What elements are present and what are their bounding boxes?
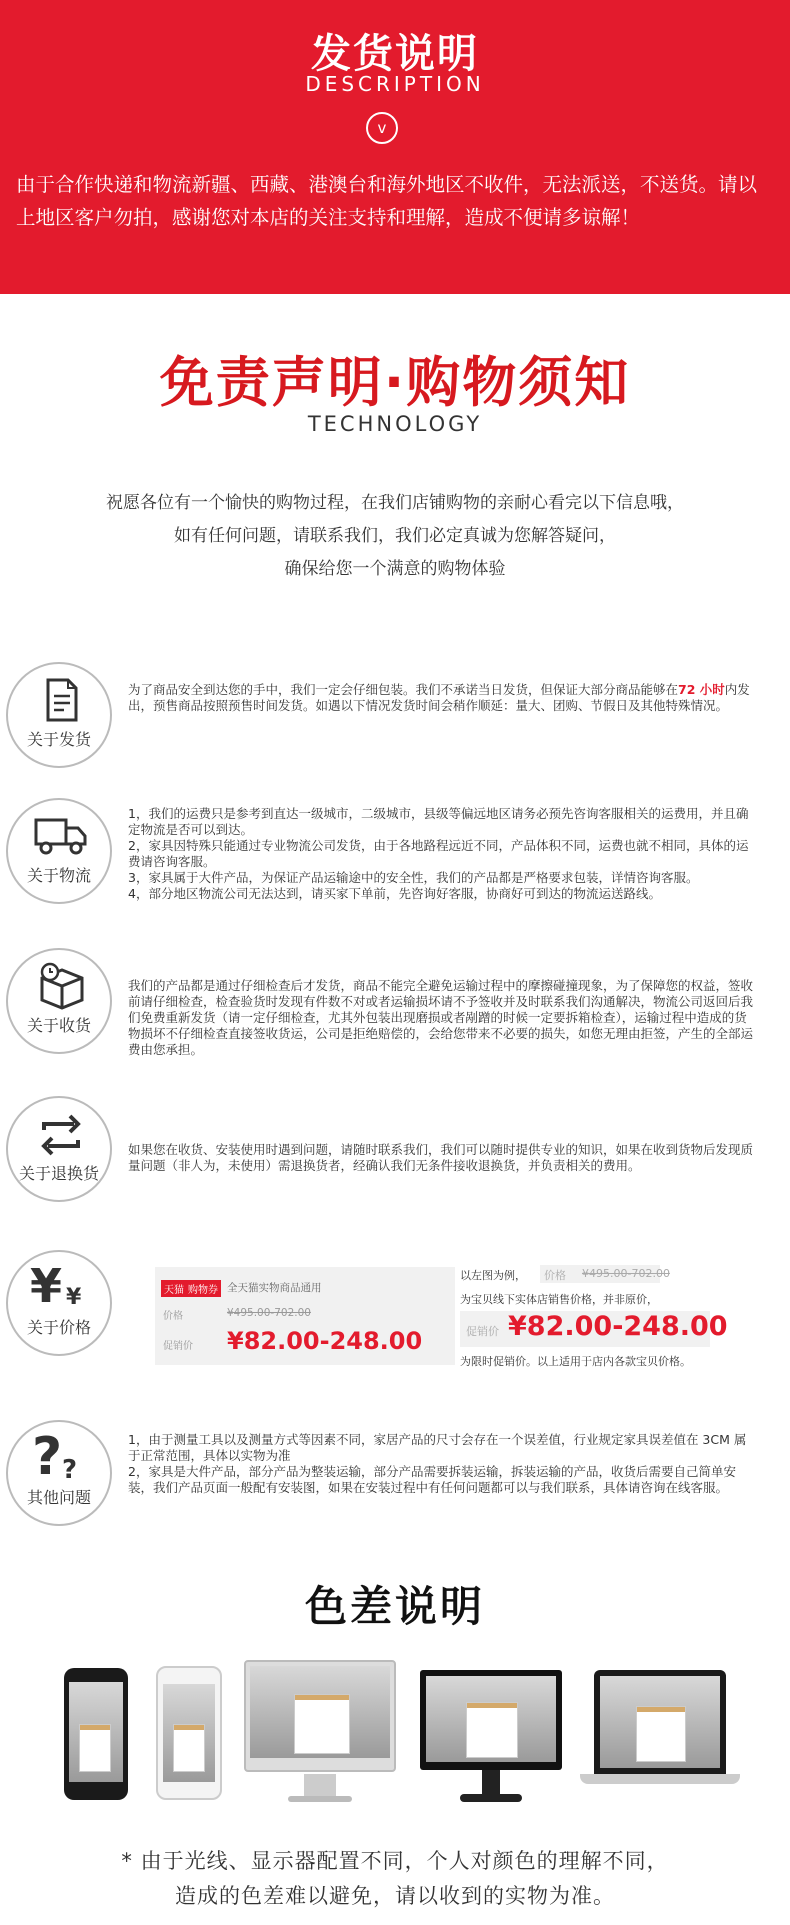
logistics-line: 4，部分地区物流公司无法达到，请买家下单前，先咨询好客服，协商好可到达的物流运送路线。 (128, 886, 661, 901)
disclaimer-subtitle: TECHNOLOGY (307, 412, 483, 436)
coupon-tag: 购物券 (185, 1280, 221, 1297)
returns-label: 关于退换货 (18, 1164, 99, 1183)
shipping-banner (0, 0, 790, 294)
section-other (0, 1420, 790, 1530)
logistics-badge (6, 798, 112, 904)
section-shipping (0, 662, 790, 772)
section-receiving (0, 948, 790, 1058)
list-price-value: ¥495.00-702.00 (227, 1307, 311, 1319)
logistics-text (128, 806, 758, 902)
explain-list-price: ¥495.00-702.00 (582, 1267, 670, 1280)
color-diff-title: 色差说明 (304, 1582, 485, 1631)
logistics-line: 1，我们的运费只是参考到直达一级城市，二级城市，县级等偏远地区请务必预先咨询客服相关的运费用，并且确定物流是否可以到达。 (128, 806, 749, 837)
shipping-text-a: 为了商品安全到达您的手中，我们一定会仔细包装。我们不承诺当日发货，但保证大部分商品能够在 (128, 682, 679, 697)
intro-line: 确保给您一个满意的购物体验 (284, 559, 506, 579)
section-returns (0, 1096, 790, 1206)
box-clock-icon (36, 962, 88, 1014)
shipping-text-b: 内发出，预售商品按照预售时间发货。如遇以下情况发货时间会稍作顺延：量大、团购、节假日及其他特殊情况。 (128, 682, 750, 713)
tmall-tag: 天猫 (161, 1280, 187, 1297)
disclaimer-intro (0, 487, 790, 586)
svg-text:¥: ¥ (30, 1260, 63, 1313)
lcd-monitor (420, 1670, 562, 1808)
coupon-text: 全天猫实物商品通用 (227, 1282, 322, 1294)
note-line: 造成的色差难以避免，请以收到的实物为准。 (175, 1884, 615, 1908)
logistics-line: 3，家具属于大件产品，为保证产品运输途中的安全性，我们的产品都是严格要求包装，详情咨询客服。 (128, 870, 699, 885)
section-logistics (0, 798, 790, 908)
other-text (128, 1432, 758, 1496)
document-icon (36, 676, 86, 726)
disclaimer-title: 免责声明·购物须知 (159, 351, 631, 414)
list-price-label: 价格 (163, 1311, 183, 1322)
explain-list-label: 价格 (544, 1269, 566, 1282)
phone-dark (64, 1668, 128, 1800)
shipping-text (128, 682, 758, 714)
logistics-line: 2，家具因特殊只能通过专业物流公司发货，由于各地路程远近不同，产品体积不同，运费也就不相同，具体的运费请咨询客服。 (128, 838, 749, 869)
price-badge (6, 1250, 112, 1356)
returns-badge (6, 1096, 112, 1202)
laptop (580, 1670, 740, 1806)
svg-text:?: ? (62, 1455, 78, 1485)
explain-promo-price: ¥82.00-248.00 (508, 1311, 728, 1342)
explain-promo-label: 促销价 (466, 1325, 499, 1338)
price-explain-line1: 以左图为例， (460, 1269, 526, 1282)
banner-title: 发货说明 (311, 31, 479, 77)
intro-line: 祝愿各位有一个愉快的购物过程，在我们店铺购物的亲耐心看完以下信息哦， (106, 493, 684, 513)
promo-price-label: 促销价 (163, 1341, 193, 1352)
truck-icon (34, 812, 88, 862)
logistics-label: 关于物流 (26, 866, 91, 885)
svg-text:?: ? (32, 1430, 63, 1486)
intro-line: 如有任何问题，请联系我们，我们必定真诚为您解答疑问， (174, 526, 616, 546)
exchange-arrows-icon (36, 1110, 86, 1160)
banner-subtitle: DESCRIPTION (305, 72, 485, 96)
receiving-label: 关于收货 (26, 1016, 91, 1035)
price-explain-line2: 为宝贝线下实体店销售价格，并非原价， (460, 1293, 658, 1306)
other-line: 2，家具是大件产品，部分产品为整装运输，部分产品需要拆装运输，拆装运输的产品，收货后需要自己简单安装，我们产品页面一般配有安装图，如果在安装过程中有任何问题都可以与我们联系，具体请咨询在线客服。 (128, 1464, 736, 1495)
chevron-down-icon: v (366, 112, 398, 144)
section-price (0, 1250, 790, 1375)
note-line: * 由于光线、显示器配置不同，个人对颜色的理解不同， (121, 1849, 669, 1873)
shipping-label: 关于发货 (26, 730, 91, 749)
desktop-monitor (244, 1660, 396, 1808)
device-lineup (0, 1660, 790, 1810)
price-explain-line3: 为限时促销价。以上适用于店内各款宝贝价格。 (460, 1355, 691, 1368)
svg-text:¥: ¥ (66, 1285, 82, 1310)
returns-text: 如果您在收货、安装使用时遇到问题，请随时联系我们，我们可以随时提供专业的知识，如果在收到货物后发现质量问题（非人为，未使用）需退换货者，经确认我们无条件接收退换货，并负责相关的费用。 (128, 1142, 754, 1173)
phone-white (156, 1666, 222, 1800)
question-icon (32, 1430, 92, 1486)
other-badge (6, 1420, 112, 1526)
receiving-text: 我们的产品都是通过仔细检查后才发货，商品不能完全避免运输过程中的摩擦碰撞现象，为了保障您的权益，签收前请仔细检查，检查验货时发现有件数不对或者运输损坏请不予签收并及时联系我们沟通解决，物流公司返回后我们免费重新发货（请一定仔细检查，尤其外包装出现磨损或者剐蹭的时候一定要拆箱检查），运输过程中造成的货物损坏不仔细检查直接签收货运，公司是拒绝赔偿的，会给您带来不必要的损失，如您无理由拒签，产生的全部运费由您承担。 (128, 978, 754, 1057)
receiving-badge (6, 948, 112, 1054)
other-label: 其他问题 (26, 1488, 91, 1507)
yen-icon (30, 1260, 90, 1314)
price-sample-card (155, 1267, 455, 1365)
shipping-badge (6, 662, 112, 768)
price-label: 关于价格 (26, 1318, 91, 1337)
other-line: 1，由于测量工具以及测量方式等因素不同，家居产品的尺寸会存在一个误差值，行业规定家具误差值在 3CM 属于正常范围，具体以实物为准 (128, 1432, 747, 1463)
banner-notice: 由于合作快递和物流新疆、西藏、港澳台和海外地区不收件，无法派送，不送货。请以上地区客户勿拍，感谢您对本店的关注支持和理解，造成不便请多谅解！ (16, 173, 758, 229)
promo-price-value: ¥82.00-248.00 (227, 1327, 423, 1355)
color-diff-note (0, 1844, 790, 1914)
shipping-highlight: 72 小时 (678, 682, 725, 697)
